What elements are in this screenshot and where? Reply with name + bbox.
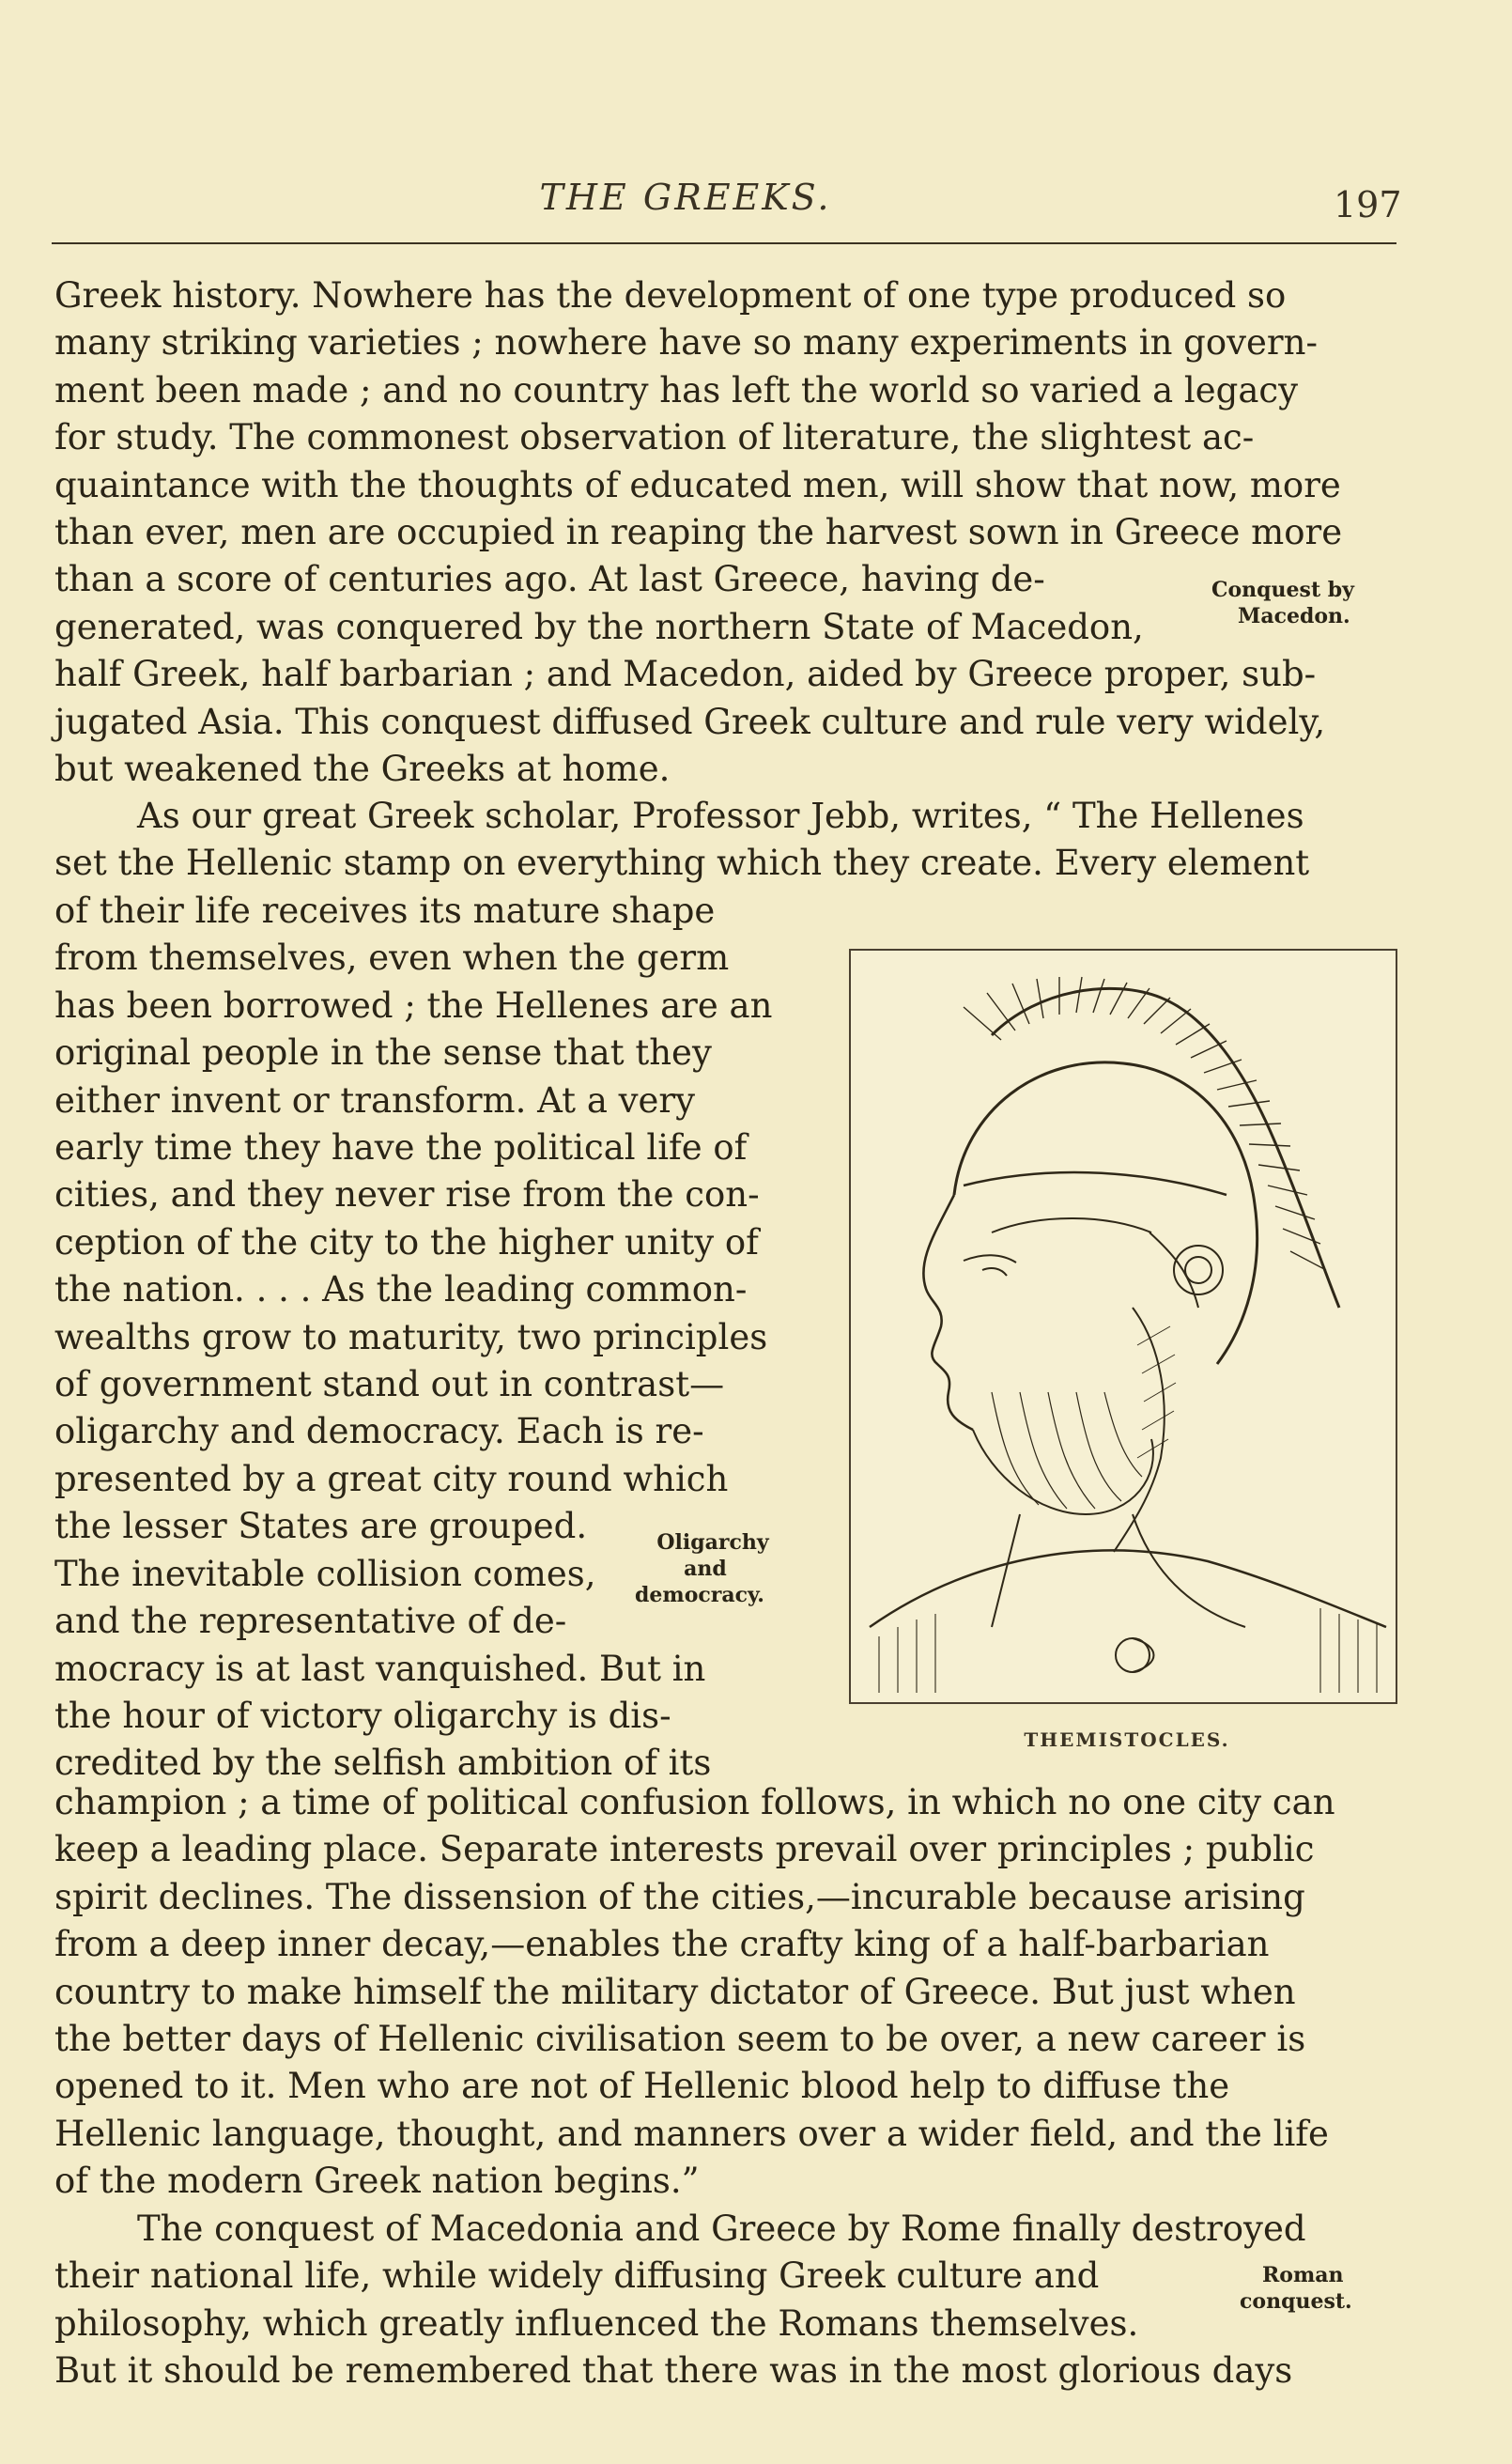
text-line: philosophy, which greatly influenced the Romans themselves.: [54, 2302, 1139, 2344]
sidenote-oligarchy-and-democracy: Oligarchy and democracy.: [635, 1530, 769, 1607]
text-line: for study. The commonest observation of literature, the slightest ac-: [54, 417, 1255, 458]
header-rule: [52, 242, 1396, 244]
paragraph-jebb-continued: [54, 1779, 1397, 2206]
text-line: the better days of Hellenic civilisation seem to be over, a new career is: [54, 2019, 1306, 2060]
text-line: quaintance with the thoughts of educated men, will show that now, more: [54, 464, 1341, 505]
text-line: mocracy is at last vanquished. But in: [54, 1648, 706, 1689]
text-line: presented by a great city round which: [54, 1458, 729, 1499]
text-line: half Greek, half barbarian ; and Macedon, aided by Greece proper, sub-: [54, 654, 1317, 695]
page-number: 197: [1334, 184, 1402, 225]
text-line: cities, and they never rise from the con-: [54, 1174, 760, 1216]
figure-themistocles: [849, 949, 1397, 1704]
text-line: of government stand out in contrast—: [54, 1364, 725, 1405]
paragraph-jebb-narrow: [54, 888, 806, 1788]
text-line: credited by the selfish ambition of its: [54, 1743, 712, 1784]
text-line: their national life, while widely diffusing Greek culture and: [54, 2255, 1100, 2297]
text-line: oligarchy and democracy. Each is re-: [54, 1411, 704, 1452]
text-line: many striking varieties ; nowhere have so many experiments in govern-: [54, 322, 1318, 364]
text-line: keep a leading place. Separate interests prevail over principles ; public: [54, 1829, 1315, 1870]
text-line: But it should be remembered that there was in the most glorious days: [54, 2350, 1293, 2392]
text-line: ception of the city to the higher unity of: [54, 1221, 759, 1263]
text-line: from themselves, even when the germ: [54, 938, 730, 979]
paragraph-roman-conquest: [54, 2206, 1397, 2395]
text-line: generated, was conquered by the northern State of Macedon,: [54, 606, 1144, 647]
text-line: Greek history. Nowhere has the development of one type produced so: [54, 275, 1287, 316]
paragraph-jebb-quote: [54, 793, 1397, 888]
text-line: The conquest of Macedonia and Greece by Rome finally destroyed: [137, 2208, 1306, 2249]
text-line: As our great Greek scholar, Professor Jebb, writes, “ The Hellenes: [137, 796, 1304, 836]
text-line: champion ; a time of political confusion follows, in which no one city can: [54, 1782, 1335, 1822]
themistocles-portrait-illustration: [851, 951, 1396, 1702]
text-line: and the representative of de-: [54, 1601, 567, 1642]
text-line: but weakened the Greeks at home.: [54, 749, 671, 790]
text-line: from a deep inner decay,—enables the crafty king of a half-barbarian: [54, 1924, 1270, 1965]
text-line: of the modern Greek nation begins.”: [54, 2161, 700, 2202]
text-line: jugated Asia. This conquest diffused Greek culture and rule very widely,: [54, 701, 1326, 742]
text-line: than ever, men are occupied in reaping the harvest sown in Greece more: [54, 512, 1343, 553]
sidenote-roman-conquest: Roman conquest.: [1240, 2263, 1352, 2314]
text-line: than a score of centuries ago. At last Greece, having de-: [54, 559, 1045, 600]
text-line: wealths grow to maturity, two principles: [54, 1316, 768, 1357]
running-title: THE GREEKS.: [539, 177, 832, 218]
text-line: the hour of victory oligarchy is dis-: [54, 1695, 671, 1736]
text-line: opened to it. Men who are not of Hellenic blood help to diffuse the: [54, 2066, 1230, 2107]
figure-caption: THEMISTOCLES.: [1024, 1728, 1230, 1751]
text-line: The inevitable collision comes,: [54, 1553, 596, 1594]
text-line: either invent or transform. At a very: [54, 1079, 696, 1121]
paragraph-intro: [54, 272, 1397, 793]
text-line: original people in the sense that they: [54, 1032, 712, 1074]
text-line: early time they have the political life of: [54, 1127, 748, 1169]
text-line: the lesser States are grouped.: [54, 1506, 588, 1547]
text-line: of their life receives its mature shape: [54, 891, 716, 931]
text-line: country to make himself the military dictator of Greece. But just when: [54, 1971, 1296, 2012]
text-line: Hellenic language, thought, and manners over a wider field, and the life: [54, 2113, 1329, 2154]
text-line: set the Hellenic stamp on everything which they create. Every element: [54, 843, 1310, 884]
text-line: ment been made ; and no country has left the world so varied a legacy: [54, 369, 1299, 411]
sidenote-conquest-by-macedon: Conquest by Macedon.: [1211, 578, 1354, 628]
text-line: has been borrowed ; the Hellenes are an: [54, 984, 773, 1026]
text-line: the nation. . . . As the leading common-: [54, 1269, 748, 1310]
text-line: spirit declines. The dissension of the cities,—incurable because arising: [54, 1876, 1305, 1917]
